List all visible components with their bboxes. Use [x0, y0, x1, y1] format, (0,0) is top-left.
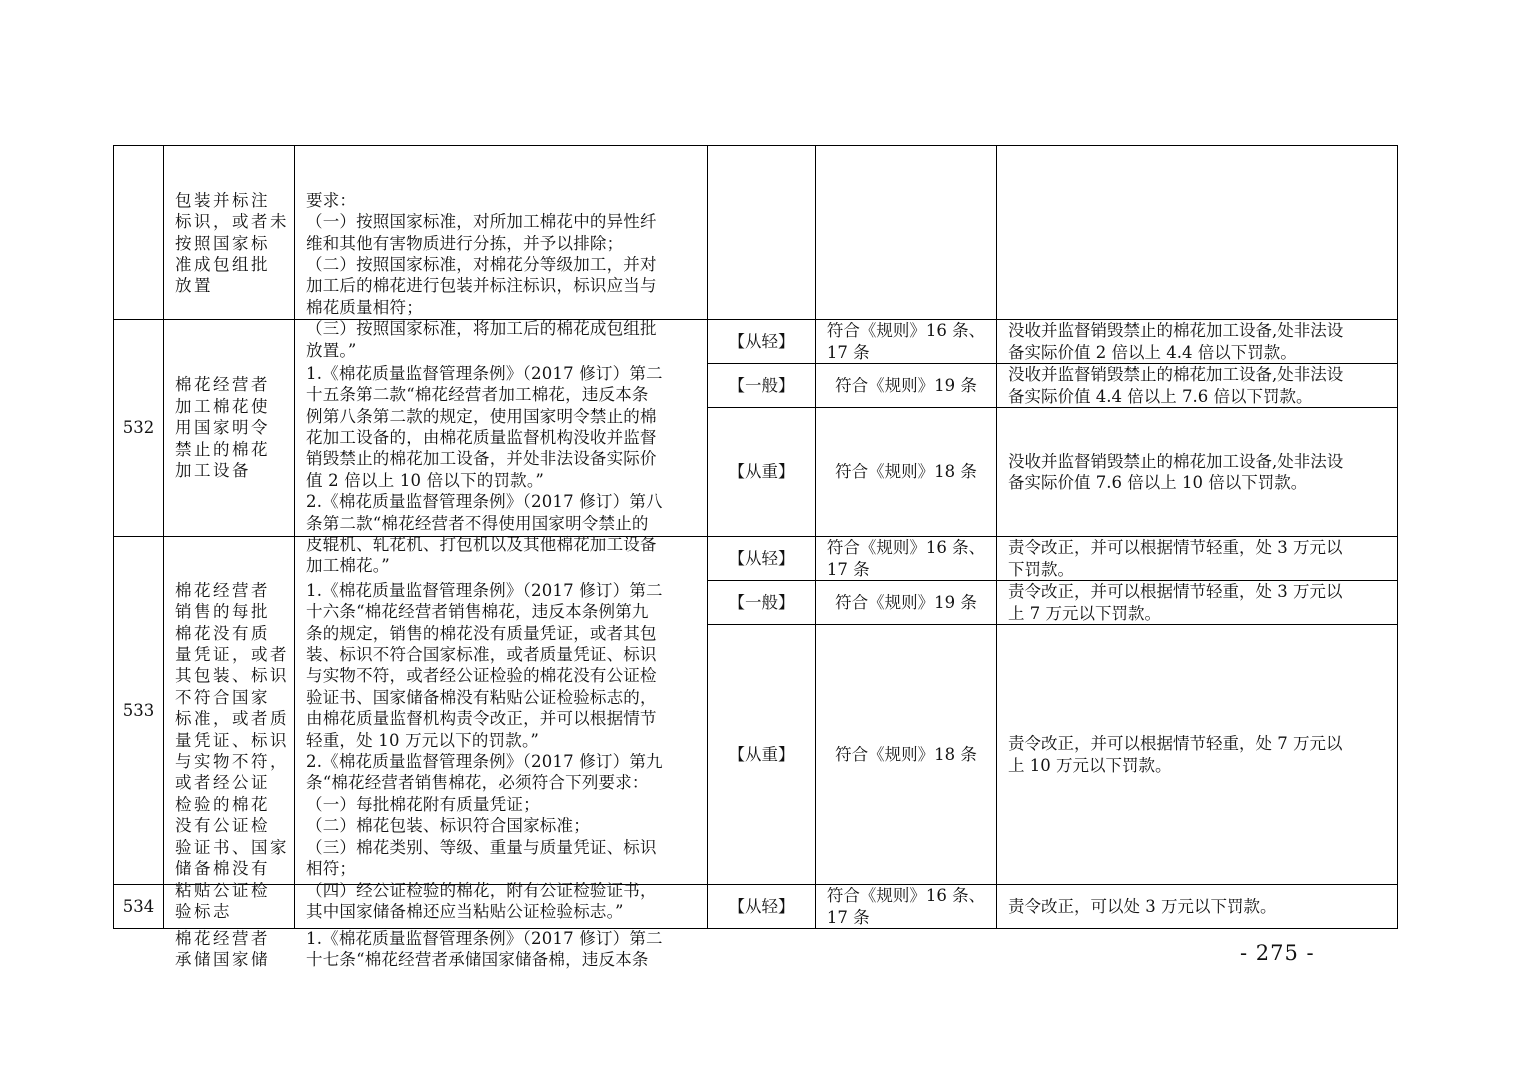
rule-text: 符合《规则》19 条 — [835, 375, 977, 395]
level-tag: 【从重】 — [728, 462, 795, 482]
violation-text: 棉花经营者 承储国家储 — [175, 928, 270, 970]
rule-text: 符合《规则》19 条 — [835, 592, 977, 612]
penalty-text: 没收并监督销毁禁止的棉花加工设备,处非法设 备实际价值 2 倍以上 4.4 倍以下罚款。 — [1008, 321, 1344, 362]
rule-text: 符合《规则》16 条、 17 条 — [826, 538, 986, 579]
grid-line — [113, 145, 1398, 146]
penalty-text: 责令改正，并可以根据情节轻重，处 7 万元以 上 10 万元以下罚款。 — [1008, 734, 1343, 775]
penalty-text: 责令改正，并可以根据情节轻重，处 3 万元以 下罚款。 — [1008, 538, 1343, 579]
legal-basis-text: 1.《棉花质量监督管理条例》（2017 修订）第二 十七条“棉花经营者承储国家储备棉，违反本条 — [306, 928, 663, 970]
penalty-text: 责令改正，并可以根据情节轻重，处 3 万元以 上 7 万元以下罚款。 — [1008, 582, 1343, 623]
rule-text: 符合《规则》16 条、 17 条 — [826, 321, 986, 362]
rule-text: 符合《规则》18 条 — [835, 744, 977, 764]
violation-text: 棉花经营者 加工棉花使 用国家明令 禁止的棉花 加工设备 — [175, 375, 270, 481]
penalty-text: 没收并监督销毁禁止的棉花加工设备,处非法设 备实际价值 4.4 倍以上 7.6 倍以下罚款。 — [1008, 365, 1344, 406]
row-number: 534 — [122, 896, 155, 916]
penalty-text: 责令改正，可以处 3 万元以下罚款。 — [1008, 896, 1277, 916]
rule-text: 符合《规则》16 条、 17 条 — [826, 886, 986, 927]
legal-basis-text: 1.《棉花质量监督管理条例》（2017 修订）第二 十五条第二款“棉花经营者加工棉花，违反本条 例第八条第二款的规定，使用国家明令禁止的棉 花加工设备的，由棉花质量监督机构没收并监督 销毁禁止的棉花加工设备，并处非法设备实际价 值 2 倍以上 10 倍以下的罚款。” 2.《棉花质量监督管理条例》（2017 修订）第八 条第二款“棉花经营者不得使用国家明令禁止的 皮辊机、轧花机、打包机以及其他棉花加工设备 加工棉花。” — [306, 363, 663, 576]
violation-text: 包装并标注 标识，或者未 按照国家标 准成包组批 放置 — [175, 190, 289, 296]
level-tag: 【一般】 — [728, 592, 795, 612]
legal-basis-text: 1.《棉花质量监督管理条例》（2017 修订）第二 十六条“棉花经营者销售棉花，违反本条例第九 条的规定，销售的棉花没有质量凭证，或者其包 装、标识不符合国家标准，或者质量凭证、标识 与实物不符，或者经公证检验的棉花没有公证检 验证书、国家储备棉没有粘贴公证检验标志的， 由棉花质量监督机构责令改正，并可以根据情节 轻重，处 10 万元以下的罚款。” 2.《棉花质量监督管理条例》（2017 修订）第九 条“棉花经营者销售棉花，必须符合下列要求： （一）每批棉花附有质量凭证； （二）棉花包装、标识符合国家标准； （三）棉花类别、等级、重量与质量凭证、标识 相符； （四）经公证检验的棉花，附有公证检验证书， 其中国家储备棉还应当粘贴公证检验标志。” — [306, 580, 663, 921]
violation-text: 棉花经营者 销售的每批 棉花没有质 量凭证，或者 其包装、标识 不符合国家 标准，或者质 量凭证、标识 与实物不符， 或者经公证 检验的棉花 没有公证检 验证书、国家 储备棉没有 粘贴公证检 验标志 — [175, 580, 289, 921]
level-tag: 【从重】 — [728, 744, 795, 764]
row-number: 532 — [122, 418, 155, 438]
page-number: - 275 - — [1240, 941, 1315, 965]
rule-text: 符合《规则》18 条 — [835, 462, 977, 482]
row-number: 533 — [122, 700, 155, 720]
level-tag: 【从轻】 — [728, 896, 795, 916]
grid-line — [1397, 145, 1398, 929]
level-tag: 【从轻】 — [728, 548, 795, 568]
level-tag: 【一般】 — [728, 375, 795, 395]
level-tag: 【从轻】 — [728, 331, 795, 351]
legal-basis-text: 要求： （一）按照国家标准，对所加工棉花中的异性纤 维和其他有害物质进行分拣，并予以排除； （二）按照国家标准，对棉花分等级加工，并对 加工后的棉花进行包装并标注标识，标识应当与 棉花质量相符； （三）按照国家标准，将加工后的棉花成包组批 放置。” — [306, 190, 657, 360]
penalty-text: 没收并监督销毁禁止的棉花加工设备,处非法设 备实际价值 7.6 倍以上 10 倍以下罚款。 — [1008, 451, 1344, 492]
